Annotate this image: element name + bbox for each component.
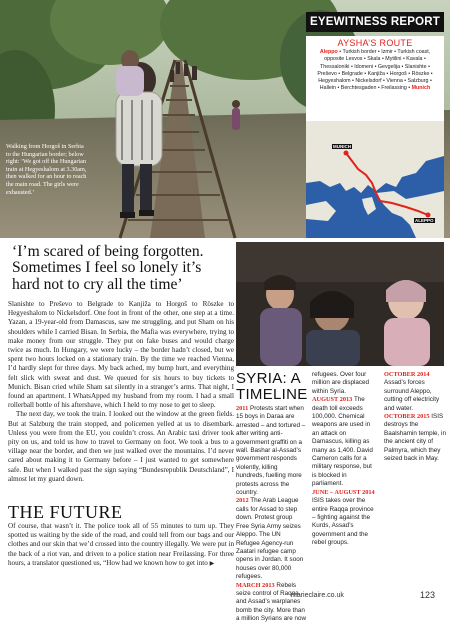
body-paragraph: Slanishte to Preševo to Belgrade to Kanjiža to Horgoš to Röszke to Hegyeshalom to Nickelsdorf. One foot in front of the other, one step at a time. Yazan, a 19-year-old from Damascus, saw me struggling, and put Sham on his shoulders while I carried Bisan. In Serbia, the Mafia was everywhere, trying to make money from our struggle. They put on fake buses and would charge twice as much. In Hungary, we were lucky – the border hadn’t closed, but we spent two hours locked on a stationary train. By the time we reached Vienna, I’d hardly slept for three days. My back ached, my bump hurt, and everything felt slick with sweat and dust. We queued for six hours to buy tickets to Munich. Bisan cried while Sham sat silently in a stranger’s arms. That night, I found an apartment. I WhatsApped my husband from my room. I had a small rollerball bottle of his aftershave, which I held to my nose to get to sleep.: [8, 300, 234, 410]
timeline-year: AUGUST 2013: [312, 396, 353, 404]
photo-caption: Walking from Horgoš in Serbia to the Hungarian border; below right: ‘We got off the Hungarian train at Hegyeshalom at 3.30am, then walked for an hour to reach the main road. The girls were exhausted.’: [6, 143, 87, 196]
timeline-text: The death toll exceeds 100,000. Chemical weapons are used in an attack on Damascus, killing as many as 1,400. David Cameron calls for a military response, but is blocked in parliament.: [312, 396, 373, 488]
route-map: [306, 121, 444, 238]
timeline-text: ISIS destroys the Baalshamin temple, in the ancient city of Palmyra, which they seized back in May.: [384, 413, 446, 463]
page-number: 123: [420, 590, 436, 600]
timeline-text: Protests start when 15 boys in Daraa are arrested – and tortured – after writing anti-government graffiti on a wall. Bashar al-Assad’s government responds violently, killing hundreds, fuelling more protests across the country.: [236, 405, 306, 497]
timeline-entry: [384, 413, 446, 463]
route-text: [306, 48, 444, 93]
timeline-entry: [236, 582, 306, 624]
map-label-munich: MUNICH: [333, 144, 351, 149]
map-label-aleppo: ALEPPO: [415, 218, 434, 223]
timeline-heading: SYRIA: A TIMELINE: [236, 370, 308, 403]
timeline-column-1: [236, 405, 306, 624]
route-start: Aleppo: [319, 49, 338, 55]
timeline-text: ISIS takes over the entire Raqqa province – fighting against the Kurds, Assad’s government and the rebel groups.: [312, 497, 374, 547]
timeline-year: OCTOBER 2014: [384, 371, 430, 378]
timeline-year: 2012: [236, 497, 249, 505]
timeline-year: JUNE – AUGUST 2014: [312, 488, 375, 496]
footer-site: marieclaire.co.uk: [291, 592, 344, 599]
continue-arrow-icon: ▶: [209, 559, 215, 567]
route-stops: • Turkish border • Izmir • Turkish coast, opposite Lesvos • Skala • Mytilini • Kavala • Thessaloniki • Idomeni • Gevgelija • Slanishte • Preševo • Belgrade • Kanjiža • Horgoš • Röszke • Hegyeshalom • Nickelsdorf • Vienna • Salzburg • Hallein • Berchtesgaden • Freilassing •: [317, 49, 433, 92]
timeline-entry: [236, 497, 306, 581]
section-label: EYEWITNESS REPORT: [306, 12, 444, 32]
timeline-entry: [384, 371, 446, 413]
timeline-text: Rebels seize control of Raqqa, and Assad’s warplanes bomb the city. More than a million Syrians are now: [236, 581, 306, 623]
route-box: [306, 36, 444, 238]
timeline-text: refugees. Over four million are displaced within Syria.: [312, 371, 370, 395]
future-heading: THE FUTURE: [8, 502, 123, 522]
timeline-entry: [312, 396, 378, 488]
timeline-year: MARCH 2013: [236, 581, 275, 589]
timeline-column-2: [312, 371, 378, 548]
children-photo-art: [236, 242, 444, 366]
timeline-entry: [312, 371, 378, 396]
timeline-column-3: [384, 371, 446, 463]
timeline-text: Assad’s forces surround Aleppo, cutting off electricity and water.: [384, 379, 440, 412]
future-text: Of course, that wasn’t it. The police took all of 55 minutes to turn up. They spotted us waiting by the side of the road, and could tell from our bags and our clothes and our skin that we’d crossed into the country illegally. We were put in the back of a riot van, and driven to a police station near Freilassing. For three hours, a translator questioned us, “How had we known how to get into: [8, 522, 234, 567]
article-body: [8, 300, 234, 484]
body-paragraph: The next day, we took the train. I looked out the window at the green fields. But at Salzburg the train stopped, and policemen yelled at us to disembark. Unless you were from the EU, you couldn’t cross. An Arabic taxi driver took pity on us, and told us how to travel to Germany on foot. We took a bus to a village near the border, and then we just walked over the mountains. I’d never cared about making it to Germany before – I just wanted to get somewhere safe. But when I walked past the sign saying “Bundesrepublik Deutschland”, I almost let my guard down.: [8, 410, 234, 483]
timeline-year: 2011: [236, 405, 249, 412]
children-photo: [236, 242, 444, 366]
route-end: Munich: [411, 85, 431, 92]
timeline-year: OCTOBER 2015: [384, 413, 430, 421]
pull-quote: ‘I’m scared of being forgotten. Sometimes I feel so lonely it’s hard not to cry all the time’: [12, 243, 204, 293]
future-body: [8, 522, 234, 568]
timeline-entry: [312, 489, 378, 548]
timeline-text: The Arab League calls for Assad to step down. Protest group Free Syria Army seizes Aleppo. The UN Refugee Agency-run Zaatari refugee camp opens in Jordan. It soon houses over 80,000 refugees.: [236, 497, 304, 581]
route-title: AYSHA’S ROUTE: [337, 38, 413, 48]
timeline-entry: [236, 405, 306, 497]
